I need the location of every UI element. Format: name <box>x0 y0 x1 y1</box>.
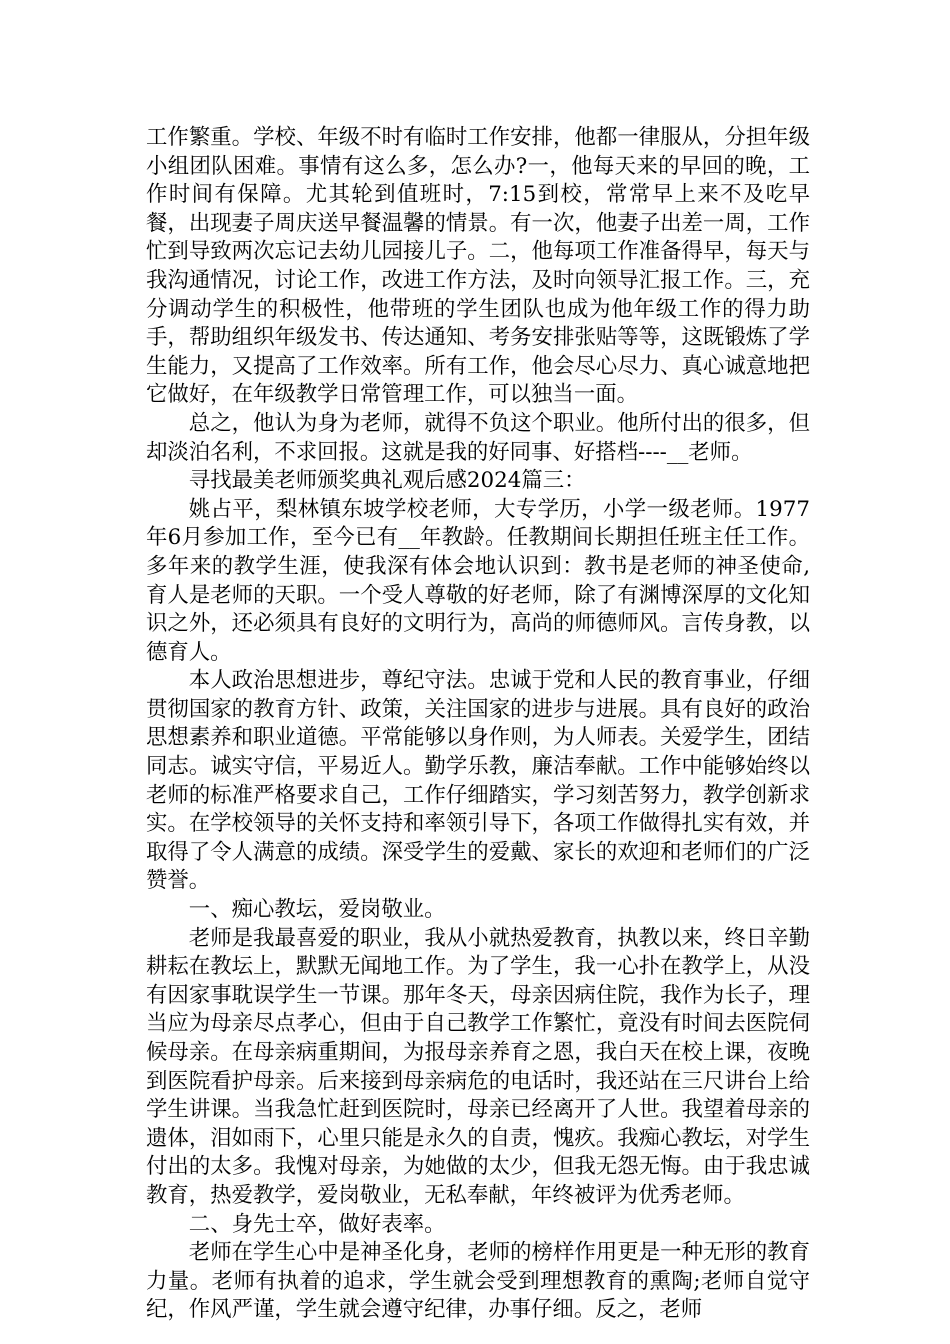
paragraph-2: 总之，他认为身为老师，就得不负这个职业。他所付出的很多，但却淡泊名利，不求回报。这就是我的好同事、好搭档----__老师。 <box>146 410 810 465</box>
paragraph-7: 老师是我最喜爱的职业，我从小就热爱教育，执教以来，终日辛勤耕耘在教坛上，默默无闻地工作。为了学生，我一心扑在教学上，从没有因家事耽误学生一节课。那年冬天，母亲因病住院，我作为长子，理当应为母亲尽点孝心，但由于自己教学工作繁忙，竟没有时间去医院伺候母亲。在母亲病重期间，为报母亲养育之恩，我白天在校上课，夜晚到医院看护母亲。后来接到母亲病危的电话时，我还站在三尺讲台上给学生讲课。当我急忙赶到医院时，母亲已经离开了人世。我望着母亲的遗体，泪如雨下，心里只能是永久的自责，愧疚。我痴心教坛，对学生付出的太多。我愧对母亲，为她做的太少，但我无怨无悔。由于我忠诚教育，热爱教学，爱岗敬业，无私奉献，年终被评为优秀老师。 <box>146 925 810 1208</box>
subheading-2: 二、身先士卒，做好表率。 <box>188 1211 446 1237</box>
paragraph-1: 工作繁重。学校、年级不时有临时工作安排，他都一律服从，分担年级小组团队困难。事情有这么多，怎么办?一，他每天来的早回的晚，工作时间有保障。尤其轮到值班时，7:15到校，常常早上来不及吃早餐，出现妻子周庆送早餐温馨的情景。有一次，他妻子出差一周，工作忙到导致两次忘记去幼儿园接儿子。二，他每项工作准备得早，每天与我沟通情况，讨论工作，改进工作方法，及时向领导汇报工作。三，充分调动学生的积极性，他带班的学生团队也成为他年级工作的得力助手，帮助组织年级发书、传达通知、考务安排张贴等等，这既锻炼了学生能力，又提高了工作效率。所有工作，他会尽心尽力、真心诚意地把它做好，在年级教学日常管理工作，可以独当一面。 <box>146 125 810 408</box>
paragraph-4: 姚占平，梨林镇东坡学校老师，大专学历，小学一级老师。1977年6月参加工作，至今已有__年教龄。任教期间长期担任班主任工作。多年来的教学生涯，使我深有体会地认识到：教书是老师的神圣使命,育人是老师的天职。一个受人尊敬的好老师，除了有渊博深厚的文化知识之外，还必须具有良好的文明行为，高尚的师德师风。言传身教，以德育人。 <box>146 496 810 665</box>
paragraph-5: 本人政治思想进步，尊纪守法。忠诚于党和人民的教育事业，仔细贯彻国家的教育方针、政策，关注国家的进步与进展。具有良好的政治思想素养和职业道德。平常能够以身作则，为人师表。关爱学生，团结同志。诚实守信，平易近人。勤学乐教，廉洁奉献。工作中能够始终以老师的标准严格要求自己，工作仔细踏实，学习刻苦努力，教学创新求实。在学校领导的关怀支持和率领引导下，各项工作做得扎实有效，并取得了令人满意的成绩。深受学生的爱戴、家长的欢迎和老师们的广泛赞誉。 <box>146 668 810 894</box>
section-heading-part-3: 寻找最美老师颁奖典礼观后感2024篇三： <box>188 468 586 494</box>
paragraph-9: 老师在学生心中是神圣化身，老师的榜样作用更是一种无形的教育力量。老师有执着的追求，学生就会受到理想教育的熏陶;老师自觉守纪，作风严谨，学生就会遵守纪律，办事仔细。反之，老师 <box>146 1240 810 1323</box>
subheading-1: 一、痴心教坛，爱岗敬业。 <box>188 897 446 923</box>
document-page <box>146 124 810 1325</box>
